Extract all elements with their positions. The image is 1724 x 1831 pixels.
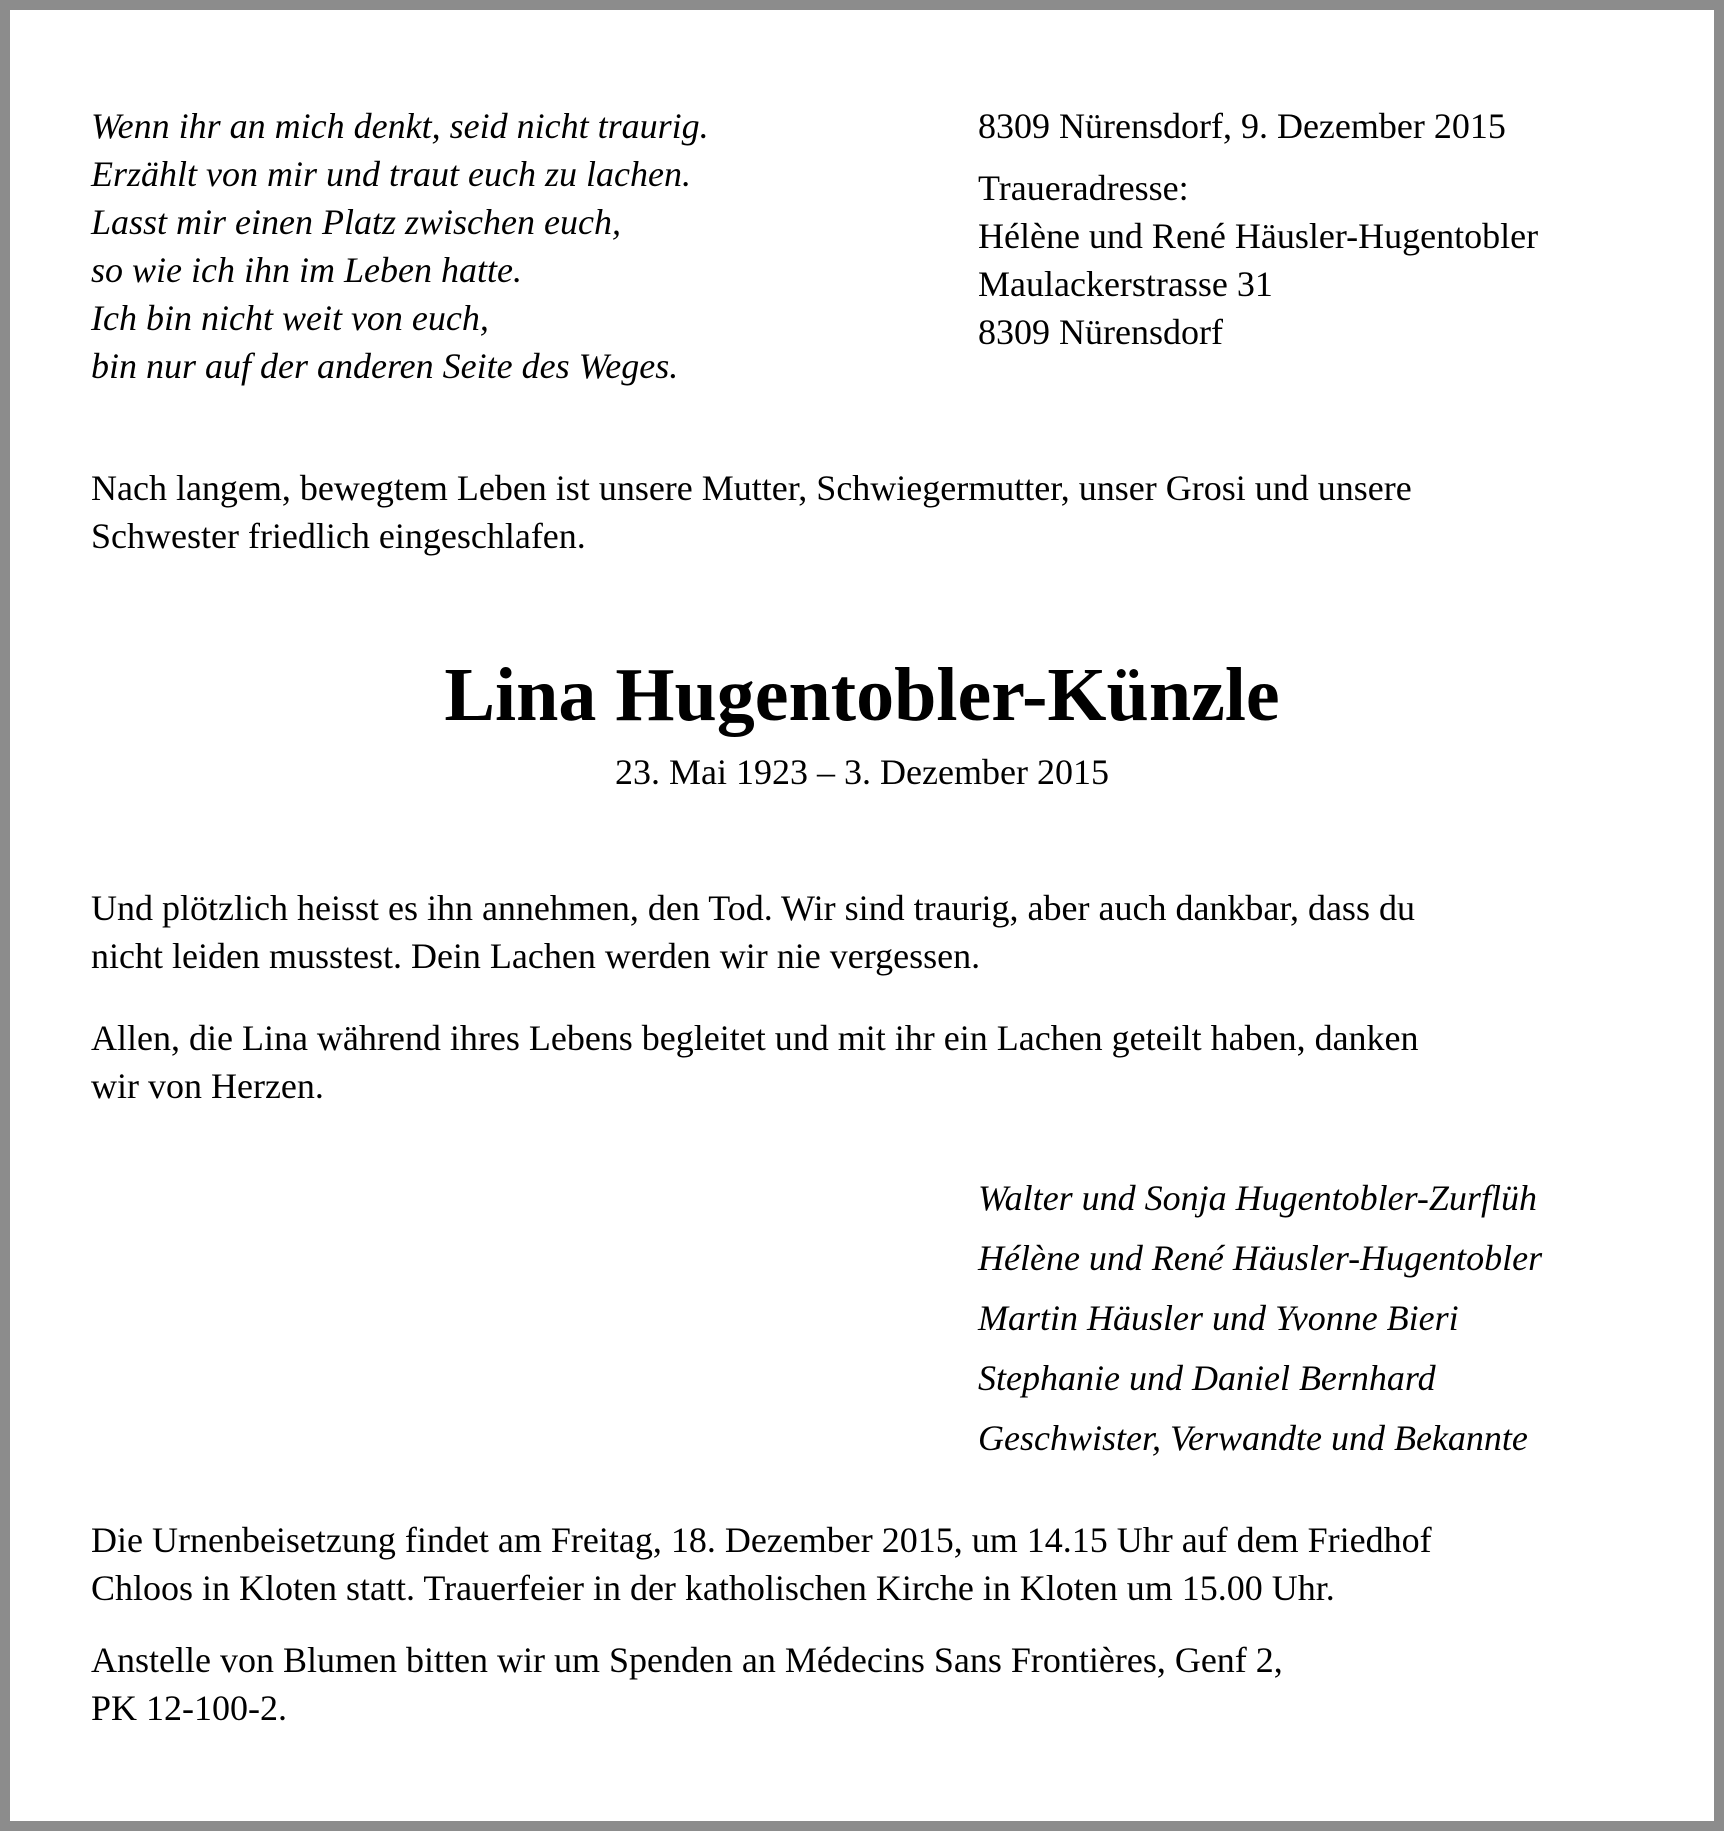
ceremony-paragraph	[91, 1516, 1661, 1612]
place-date: 8309 Nürensdorf, 9. Dezember 2015	[978, 106, 1506, 146]
poem-line: bin nur auf der anderen Seite des Weges.	[91, 346, 679, 386]
poem-line: Wenn ihr an mich denkt, seid nicht traurig.	[91, 106, 709, 146]
address-line: Hélène und René Häusler-Hugentobler	[978, 216, 1539, 256]
donation-line: PK 12-100-2.	[91, 1688, 287, 1728]
poem-line: Lasst mir einen Platz zwischen euch,	[91, 202, 621, 242]
address-label: Traueradresse:	[978, 168, 1189, 208]
thanks-line: Allen, die Lina während ihres Lebens begleitet und mit ihr ein Lachen geteilt haben, danken	[91, 1018, 1419, 1058]
poem	[91, 102, 911, 390]
address-line: 8309 Nürensdorf	[978, 312, 1223, 352]
donation-paragraph	[91, 1636, 1661, 1732]
ceremony-line: Chloos in Kloten statt. Trauerfeier in der katholischen Kirche in Kloten um 15.00 Uhr.	[91, 1568, 1335, 1608]
intro-paragraph	[91, 464, 1661, 560]
thanks-line: wir von Herzen.	[91, 1066, 324, 1106]
poem-line: so wie ich ihn im Leben hatte.	[91, 250, 522, 290]
signer: Martin Häusler und Yvonne Bieri	[978, 1298, 1459, 1338]
message-line: nicht leiden musstest. Dein Lachen werden wir nie vergessen.	[91, 936, 981, 976]
address-line: Maulackerstrasse 31	[978, 264, 1273, 304]
poem-line: Ich bin nicht weit von euch,	[91, 298, 489, 338]
signer: Walter und Sonja Hugentobler-Zurflüh	[978, 1178, 1537, 1218]
thanks-paragraph	[91, 1014, 1661, 1110]
signer: Stephanie und Daniel Bernhard	[978, 1358, 1436, 1398]
intro-line: Schwester friedlich eingeschlafen.	[91, 516, 586, 556]
ceremony-line: Die Urnenbeisetzung findet am Freitag, 18. Dezember 2015, um 14.15 Uhr auf dem Friedhof	[91, 1520, 1432, 1560]
donation-line: Anstelle von Blumen bitten wir um Spenden an Médecins Sans Frontières, Genf 2,	[91, 1640, 1283, 1680]
obituary-page	[10, 10, 1714, 1821]
signers-list	[978, 1168, 1678, 1468]
life-dates: 23. Mai 1923 – 3. Dezember 2015	[615, 752, 1109, 792]
message-line: Und plötzlich heisst es ihn annehmen, den Tod. Wir sind traurig, aber auch dankbar, dass du	[91, 888, 1415, 928]
message-paragraph	[91, 884, 1661, 980]
intro-line: Nach langem, bewegtem Leben ist unsere Mutter, Schwiegermutter, unser Grosi und unsere	[91, 468, 1412, 508]
spacer	[978, 150, 1678, 164]
deceased-name: Lina Hugentobler-Künzle	[444, 653, 1280, 737]
mourning-address-block	[978, 102, 1678, 356]
poem-line: Erzählt von mir und traut euch zu lachen.	[91, 154, 691, 194]
signer: Geschwister, Verwandte und Bekannte	[978, 1418, 1528, 1458]
signer: Hélène und René Häusler-Hugentobler	[978, 1238, 1543, 1278]
